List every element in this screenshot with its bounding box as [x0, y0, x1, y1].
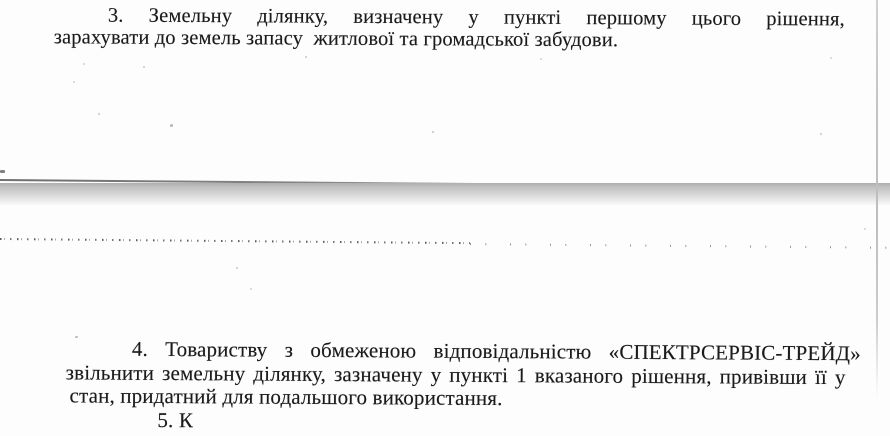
item-5-partial-line: 5. К: [157, 407, 194, 433]
item-3-line-1: 3. Земельну ділянку, визначену у пункті першому цього рішення,: [107, 4, 845, 31]
item-3-line-2: зарахувати до земель запасу житлової та громадської забудови.: [53, 26, 619, 52]
item-4-line-3: стан, придатний для подальшого використання.: [69, 383, 503, 411]
item-4-line-2: звільнити земельну ділянку, зазначену у пункті 1 вказаного рішення, привівши її у: [65, 360, 846, 390]
item-4-line-1: 4. Товариству з обмеженою відповідальністю «СПЕКТРСЕРВІС-ТРЕЙД»: [131, 336, 861, 366]
